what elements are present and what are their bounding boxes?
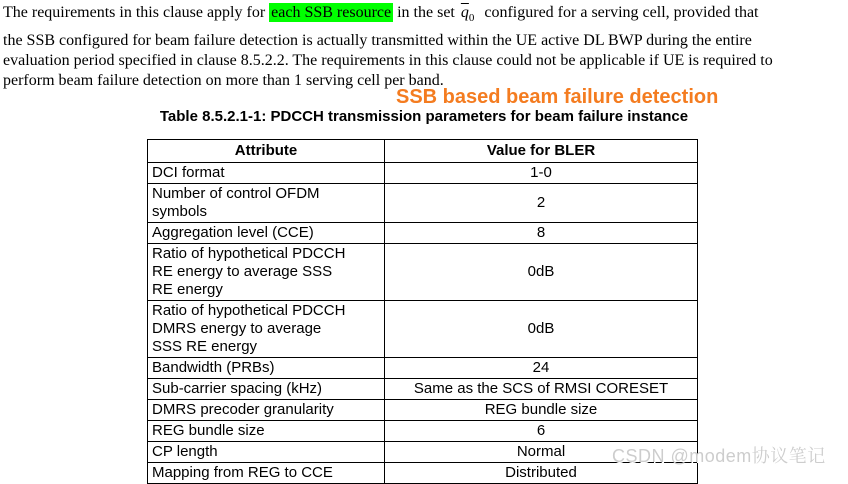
paragraph-line-2: the SSB configured for beam failure detection is actually transmitted within the UE active DL BWP during the entire (3, 32, 752, 49)
table-row (148, 244, 698, 301)
value-cell: REG bundle size (385, 400, 698, 421)
table-header-row (148, 140, 698, 163)
paragraph-line-3: evaluation period specified in clause 8.5.2.2. The requirements in this clause could not be applicable if UE is required to (3, 52, 773, 69)
annotation-heading: SSB based beam failure detection (396, 86, 719, 108)
table-row (148, 301, 698, 358)
pdcch-parameters-table (147, 139, 698, 484)
attribute-cell: DMRS precoder granularity (148, 400, 385, 421)
value-cell: 1-0 (385, 163, 698, 184)
attribute-cell: Ratio of hypothetical PDCCH DMRS energy to average SSS RE energy (148, 301, 385, 358)
value-cell: 8 (385, 223, 698, 244)
value-cell: Normal (385, 442, 698, 463)
line1-text-pre: The requirements in this clause apply for (3, 4, 270, 21)
table-row (148, 421, 698, 442)
attribute-cell: CP length (148, 442, 385, 463)
table-row (148, 379, 698, 400)
attribute-cell: REG bundle size (148, 421, 385, 442)
table-row (148, 223, 698, 244)
math-base: $\overline{q}$ (460, 4, 469, 21)
value-cell: 24 (385, 358, 698, 379)
line1-text-mid: in the set (393, 4, 459, 21)
highlighted-phrase: each SSB resource (271, 4, 392, 21)
spec-paragraph (3, 3, 847, 91)
paragraph-line-4: perform beam failure detection on more than 1 serving cell per band. (3, 72, 444, 89)
value-cell: 0dB (385, 244, 698, 301)
table-row (148, 400, 698, 421)
attribute-cell: DCI format (148, 163, 385, 184)
column-header-attribute: Attribute (148, 140, 385, 163)
attribute-cell: Bandwidth (PRBs) (148, 358, 385, 379)
line1-text-post: configured for a serving cell, provided that (480, 4, 759, 21)
math-subscript: 0 (468, 12, 475, 24)
value-cell: 0dB (385, 301, 698, 358)
column-header-value: Value for BLER (385, 140, 698, 163)
table-caption: Table 8.5.2.1-1: PDCCH transmission parameters for beam failure instance (159, 108, 689, 125)
attribute-cell: Mapping from REG to CCE (148, 463, 385, 484)
attribute-cell: Ratio of hypothetical PDCCH RE energy to average SSS RE energy (148, 244, 385, 301)
table-row (148, 184, 698, 223)
value-cell: Distributed (385, 463, 698, 484)
table-row (148, 358, 698, 379)
attribute-cell: Number of control OFDM symbols (148, 184, 385, 223)
attribute-cell: Sub-carrier spacing (kHz) (148, 379, 385, 400)
value-cell: Same as the SCS of RMSI CORESET (385, 379, 698, 400)
math-q0-symbol (460, 4, 475, 24)
value-cell: 6 (385, 421, 698, 442)
attribute-cell: Aggregation level (CCE) (148, 223, 385, 244)
table-row (148, 163, 698, 184)
value-cell: 2 (385, 184, 698, 223)
watermark: CSDN @modem协议笔记 (612, 446, 826, 466)
paragraph-line-1 (3, 3, 847, 28)
